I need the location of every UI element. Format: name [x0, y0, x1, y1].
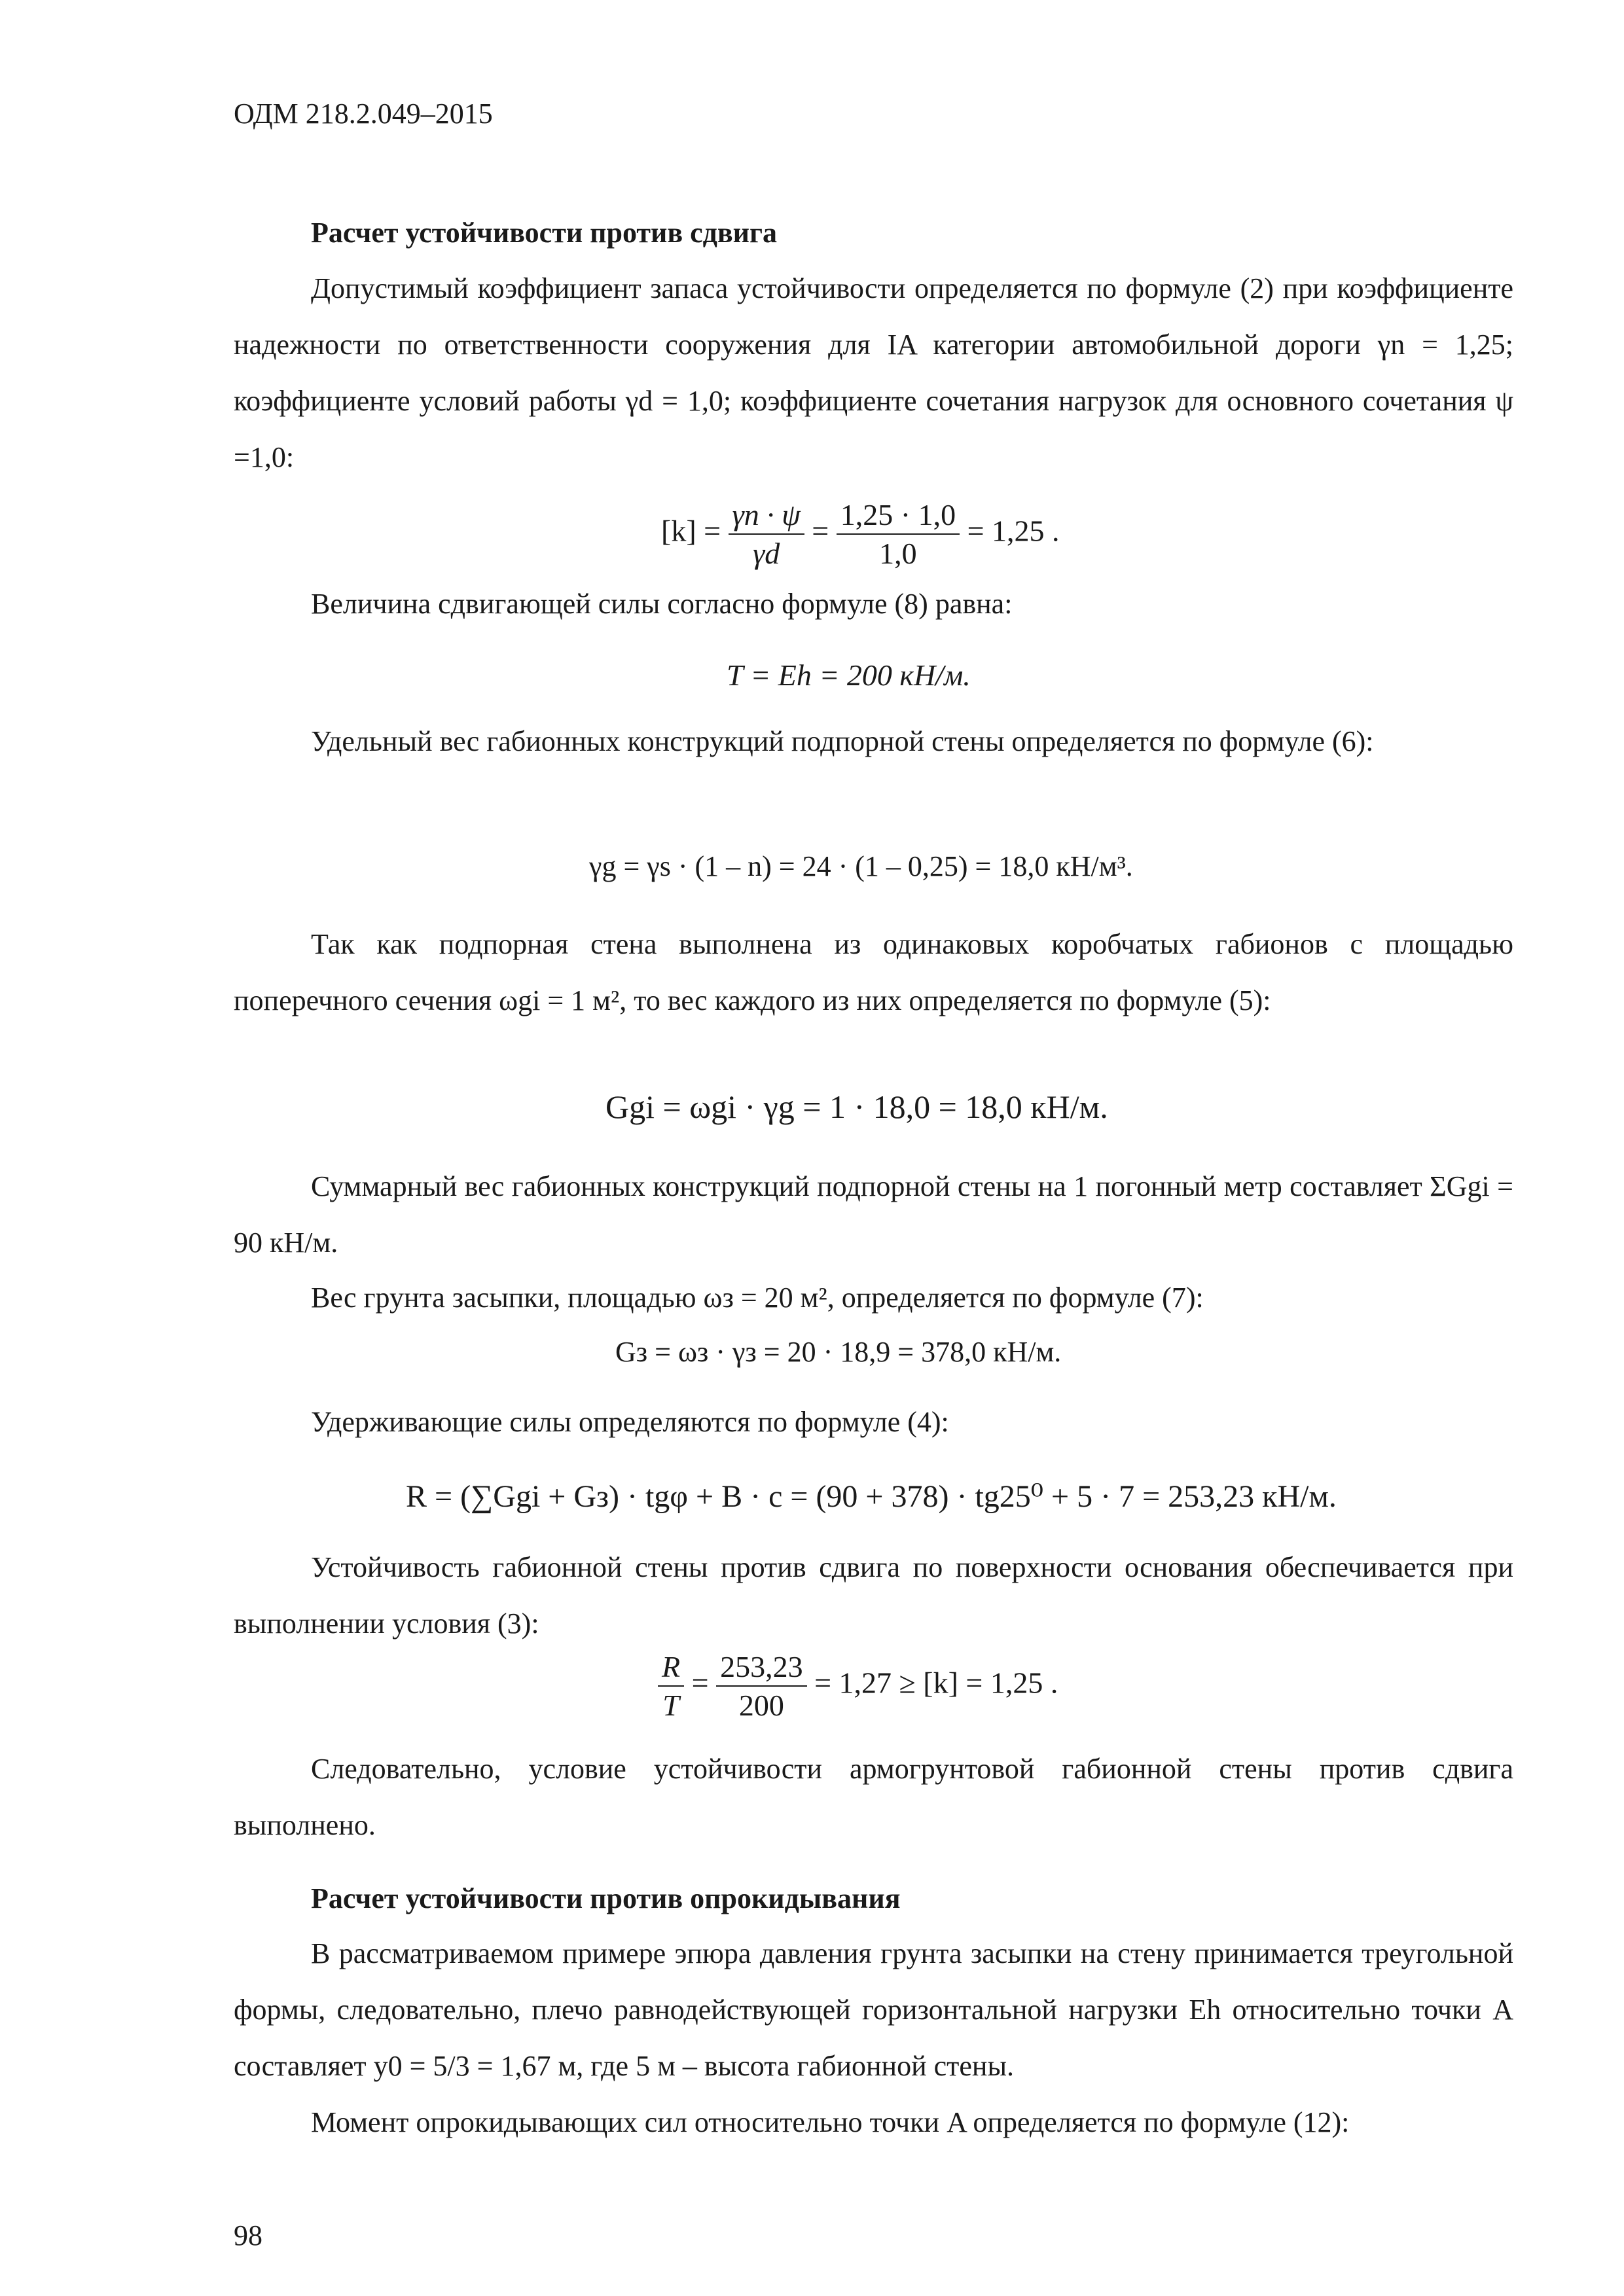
eq-fraction	[837, 497, 960, 571]
eq-text: Gз = ωз · γз = 20 · 18,9 = 378,0 кН/м.	[615, 1336, 1062, 1368]
paragraph	[234, 1394, 1513, 1450]
eq-den: γd	[753, 537, 780, 570]
paragraph	[234, 1158, 1513, 1271]
paragraph-text: Момент опрокидывающих сил относительно точки A определяется по формуле (12):	[311, 2106, 1350, 2138]
eq-fraction	[729, 497, 804, 571]
eq-num: γn · ψ	[729, 497, 804, 535]
eq-rhs: = 1,25 .	[967, 514, 1060, 548]
eq-text: T = Eh = 200 кН/м.	[727, 658, 971, 692]
eq-text: Ggi = ωgi · γg = 1 · 18,0 = 18,0 кН/м.	[605, 1088, 1108, 1125]
eq-sign: =	[812, 514, 829, 548]
equation-safety-factor	[661, 497, 1060, 571]
paragraph	[234, 1741, 1513, 1854]
eq-den: T	[662, 1689, 679, 1722]
equation-gabion-weight	[605, 1088, 1108, 1126]
eq-rhs: = 1,27 ≥ [k] = 1,25 .	[814, 1666, 1058, 1700]
paragraph-text: Вес грунта засыпки, площадью ωз = 20 м², определяется по формуле (7):	[311, 1282, 1204, 1314]
section-title-overturning: Расчет устойчивости против опрокидывания	[311, 1882, 901, 1914]
eq-num: 1,25 · 1,0	[837, 497, 960, 535]
paragraph-text: В рассматриваемом примере эпюра давления грунта засыпки на стену принимается треугольной формы, следовательно, плечо равнодействующей горизонтальной нагрузки Eh относительно точки A составляет y0 = 5/3 = 1,67 м, где 5 м – высота габионной стены.	[234, 1937, 1513, 2082]
paragraph	[234, 1270, 1513, 1326]
section-title-shear: Расчет устойчивости против сдвига	[311, 217, 778, 249]
paragraph	[234, 713, 1513, 770]
eq-sign: =	[691, 1666, 709, 1700]
eq-den: 1,0	[879, 537, 917, 570]
paragraph-text: Допустимый коэффициент запаса устойчивости определяется по формуле (2) при коэффициенте надежности по ответственности сооружения для IA категории автомобильной дороги γn = 1,25; коэффициенте условий работы γd = 1,0; коэффициенте сочетания нагрузок для основного сочетания ψ =1,0:	[234, 272, 1513, 473]
paragraph-text: Удельный вес габионных конструкций подпорной стены определяется по формуле (6):	[311, 725, 1374, 757]
eq-fraction	[716, 1649, 807, 1723]
paragraph	[234, 260, 1513, 486]
paragraph	[234, 1539, 1513, 1652]
paragraph-text: Так как подпорная стена выполнена из одинаковых коробчатых габионов с площадью поперечного сечения ωgi = 1 м², то вес каждого из них определяется по формуле (5):	[234, 928, 1513, 1016]
document-header: ОДМ 218.2.049–2015	[234, 98, 493, 130]
paragraph	[234, 576, 1513, 632]
paragraph-text: Суммарный вес габионных конструкций подпорной стены на 1 погонный метр составляет ΣGgi = 90 кН/м.	[234, 1170, 1513, 1259]
paragraph-text: Устойчивость габионной стены против сдвига по поверхности основания обеспечивается при выполнении условия (3):	[234, 1551, 1513, 1640]
equation-backfill-weight	[615, 1335, 1061, 1369]
page-number: 98	[234, 2219, 262, 2251]
paragraph-text: Удерживающие силы определяются по формуле (4):	[311, 1406, 949, 1438]
eq-lhs: [k] =	[661, 514, 721, 548]
eq-den: 200	[738, 1689, 784, 1722]
paragraph-text: Величина сдвигающей силы согласно формуле (8) равна:	[311, 588, 1013, 620]
equation-retaining-forces	[406, 1478, 1337, 1515]
eq-num: R	[658, 1649, 684, 1687]
equation-unit-weight	[589, 850, 1133, 883]
paragraph	[234, 916, 1513, 1029]
equation-stability-check	[658, 1649, 1058, 1723]
paragraph-text: Следовательно, условие устойчивости армогрунтовой габионной стены против сдвига выполнено.	[234, 1753, 1513, 1841]
eq-fraction	[658, 1649, 684, 1723]
paragraph	[234, 2094, 1513, 2151]
paragraph	[234, 1926, 1513, 2094]
equation-shear-force	[727, 658, 971, 692]
eq-text: γg = γs · (1 – n) = 24 · (1 – 0,25) = 18,0 кН/м³.	[589, 850, 1133, 882]
eq-text: R = (∑Ggi + Gз) · tgφ + B · c = (90 + 378) · tg25⁰ + 5 · 7 = 253,23 кН/м.	[406, 1479, 1337, 1514]
eq-num: 253,23	[716, 1649, 807, 1687]
